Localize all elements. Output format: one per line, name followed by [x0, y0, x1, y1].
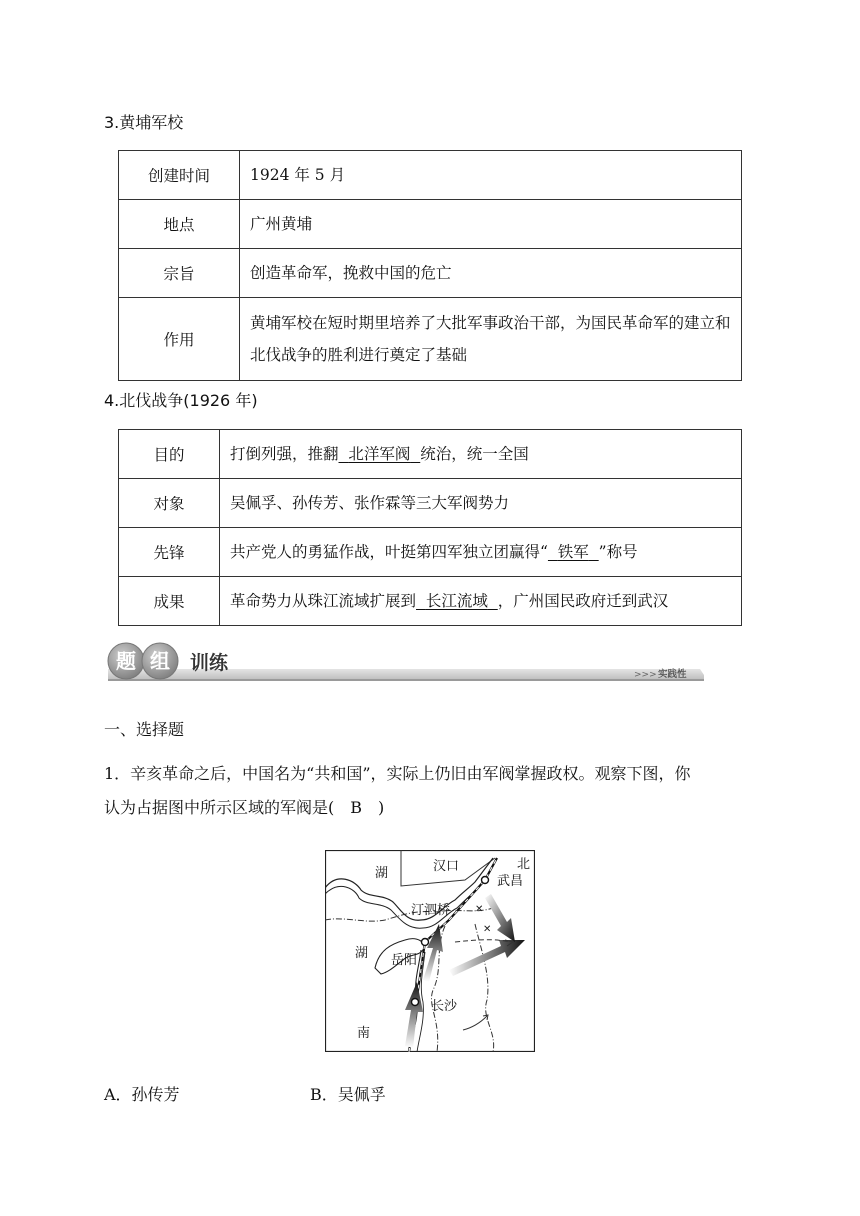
label-wuchang: 武昌: [497, 874, 524, 889]
exercise-section-title: 一、选择题: [104, 720, 185, 739]
section4-title: 4.北伐战争(1926 年): [104, 391, 258, 410]
answer-blank: 北洋军阀: [348, 445, 411, 463]
city-marker: [422, 939, 429, 946]
battle-icon: ✕: [483, 924, 492, 935]
chevrons-icon: >>>: [634, 670, 657, 680]
label-changsha: 长沙: [431, 999, 458, 1014]
table-row: [119, 430, 742, 479]
section3-title: 3.黄埔军校: [104, 113, 184, 132]
table-row: [119, 151, 742, 200]
row-key: 创建时间: [119, 151, 240, 200]
table-row: [119, 200, 742, 249]
row-key: 作用: [119, 298, 240, 381]
row-value: 1924 年 5 月: [240, 151, 742, 200]
banner-tag: 实践性: [658, 669, 687, 680]
row-value: 革命势力从珠江流域扩展到 长江流域 ，广州国民政府迁到武汉: [220, 577, 742, 626]
whampoa-table: [118, 150, 742, 381]
row-value: 黄埔军校在短时期里培养了大批军事政治干部，为国民革命军的建立和北伐战争的胜利进行奠定了基础: [240, 298, 742, 381]
row-value: 广州黄埔: [240, 200, 742, 249]
banner-char-1: 题: [116, 649, 136, 673]
label-hu-1: 湖: [375, 866, 389, 881]
banner-char-2: 组: [150, 649, 170, 673]
campaign-map: [325, 850, 535, 1052]
row-key: 对象: [119, 479, 220, 528]
question-text: 1．辛亥革命之后，中国名为“共和国”，实际上仍旧由军阀掌握政权。观察下图，你 认为占据图中所示区域的军阀是( B ): [104, 764, 691, 817]
table-row: [119, 479, 742, 528]
city-marker: [482, 877, 489, 884]
option-a: A．孙传芳: [104, 1085, 180, 1104]
label-hu-2: 湖: [355, 946, 369, 961]
row-value: 共产党人的勇猛作战，叶挺第四军独立团赢得“ 铁军 ”称号: [220, 528, 742, 577]
answer-blank: 长江流域: [425, 592, 488, 610]
row-key: 先锋: [119, 528, 220, 577]
battle-icon: ✕: [475, 904, 484, 915]
answer-blank: 铁军: [557, 543, 589, 561]
row-key: 宗旨: [119, 249, 240, 298]
label-yueyang: 岳阳: [391, 953, 418, 968]
northern-expedition-table: [118, 429, 742, 626]
row-value: 创造革命军，挽救中国的危亡: [240, 249, 742, 298]
label-tingsiqiao: 汀泗桥: [411, 903, 451, 918]
table-row: [119, 528, 742, 577]
table-row: [119, 249, 742, 298]
row-value: 打倒列强，推翻 北洋军阀 统治，统一全国: [220, 430, 742, 479]
practice-banner: [104, 641, 708, 685]
label-nan: 南: [357, 1026, 371, 1041]
label-north: 北: [517, 857, 531, 872]
banner-title: 训练: [190, 652, 229, 674]
table-row: [119, 577, 742, 626]
row-key: 目的: [119, 430, 220, 479]
row-value: 吴佩孚、孙传芳、张作霖等三大军阀势力: [220, 479, 742, 528]
label-hankou: 汉口: [433, 859, 460, 874]
row-key: 成果: [119, 577, 220, 626]
row-key: 地点: [119, 200, 240, 249]
table-row: [119, 298, 742, 381]
option-b: B．吴佩孚: [310, 1085, 386, 1104]
city-marker: [412, 999, 419, 1006]
